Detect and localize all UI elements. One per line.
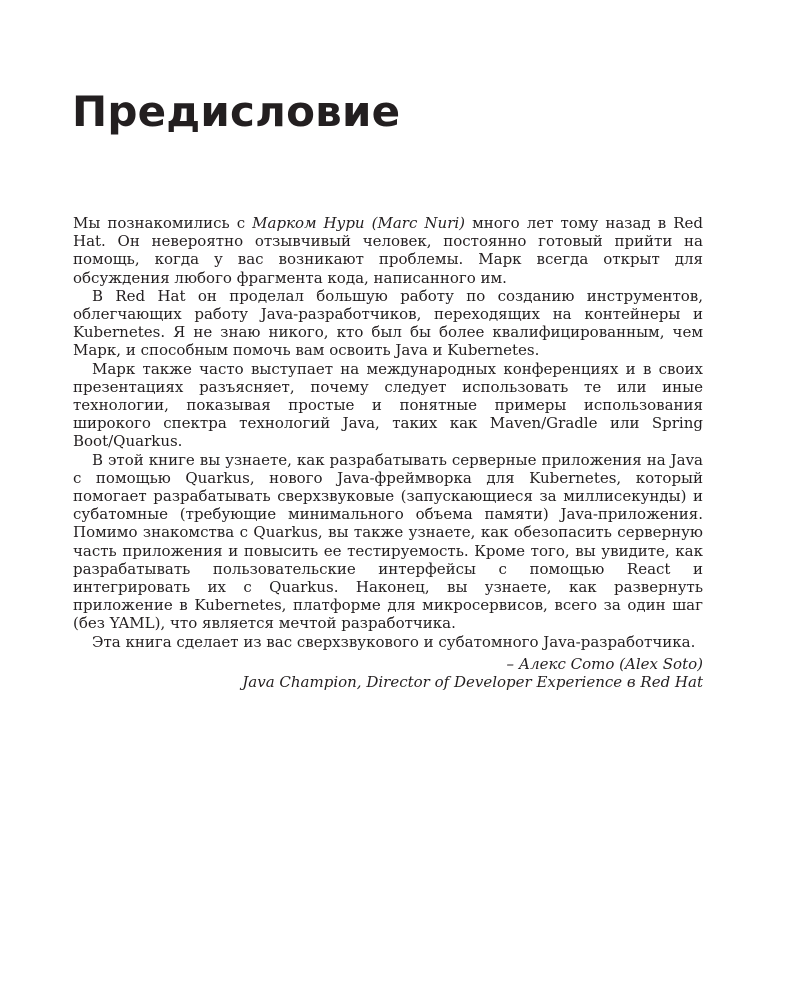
paragraph-2: В Red Hat он проделал большую работу по созданию инструментов, облегчающих работу Java-разработчиков, переходящих на контейнеры и Kubernetes. Я не знаю никого, кто был бы более квалифицированным, чем Марк, и способным помочь вам освоить Java и Kubernetes. [73, 286, 703, 360]
paragraph-1-emphasis: Марком Нури (Marc Nuri) [252, 214, 466, 232]
signature-author: – Алекс Сото (Alex Soto) [506, 654, 703, 673]
signature [73, 655, 703, 691]
paragraph-1-before: Мы познакомились с [73, 214, 253, 232]
paragraph-4: В этой книге вы узнаете, как разрабатывать серверные приложения на Java с помощью Quarkus, нового Java-фреймворка для Kubernetes, который помогает разрабатывать сверхзвуковые (запускающиеся за миллисекунды) и субатомные (требующие минимального объема памяти) Java-приложения. Помимо знакомства с Quarkus, вы также узнаете, как обезопасить серверную часть приложения и повысить ее тестируемость. Кроме того, вы увидите, как разрабатывать пользовательские интерфейсы с помощью React и интегрировать их с Quarkus. Наконец, вы узнаете, как развернуть приложение в Kubernetes, платформе для микросервисов, всего за один шаг (без YAML), что является мечтой разработчика. [73, 450, 703, 633]
paragraph-1-after: много лет тому назад в Red Hat. Он невероятно отзывчивый человек, постоянно готовый прийти на помощь, когда у вас возникают проблемы. Марк всегда открыт для обсуждения любого фрагмента кода, написанного им. [73, 214, 703, 287]
paragraph-5: Эта книга сделает из вас сверхзвукового и субатомного Java-разработчика. [92, 632, 696, 651]
signature-role: Java Champion, Director of Developer Experience в Red Hat [242, 673, 703, 692]
chapter-title: Предисловие [72, 87, 401, 136]
paragraph-3: Марк также часто выступает на международных конференциях и в своих презентациях разъясняет, почему следует использовать те или иные технологии, показывая простые и понятные примеры использования широкого спектра технологий Java, таких как Maven/Gradle или Spring Boot/Quarkus. [73, 359, 703, 451]
paragraph-1 [73, 214, 703, 287]
foreword-body [73, 214, 703, 691]
